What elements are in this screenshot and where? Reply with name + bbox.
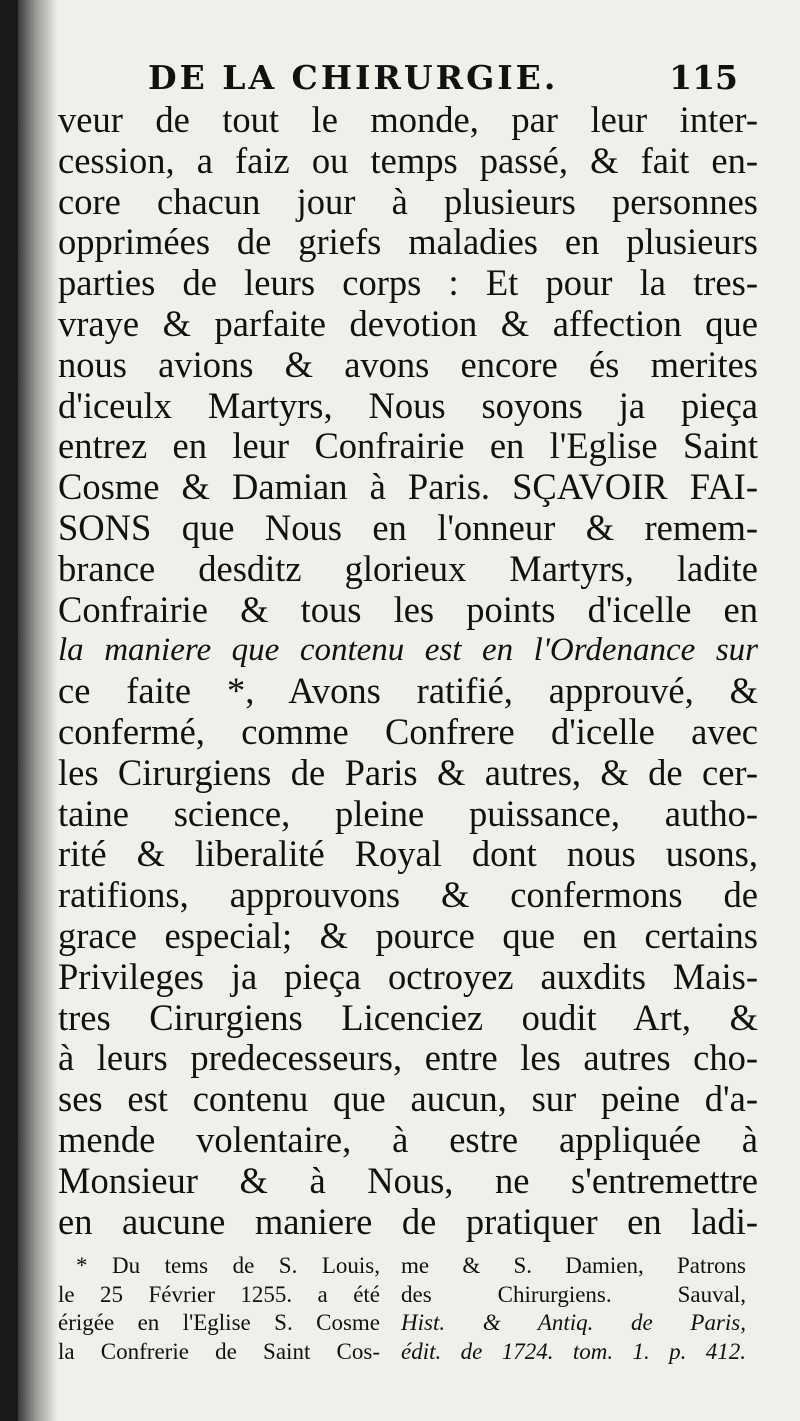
page-gutter-shadow <box>18 0 58 1421</box>
footnote-line: édit. de 1724. tom. 1. p. 412. <box>401 1338 746 1364</box>
text-line: Privileges ja pieça octroyez auxdits Mais- <box>58 955 758 997</box>
text-line: cession, a faiz ou temps passé, & fait en- <box>58 139 758 181</box>
body-text <box>58 100 758 1242</box>
footnote-line: Hist. & Antiq. de Paris, <box>401 1310 746 1335</box>
text-line: les Cirurgiens de Paris & autres, & de cer- <box>58 751 758 793</box>
text-line: entrez en leur Confrairie en l'Eglise Saint <box>58 425 758 467</box>
text-line: en aucune maniere de pratiquer en ladi- <box>58 1200 758 1242</box>
footnote-line: le 25 Février 1255. a été <box>58 1281 380 1307</box>
footnote-line: érigée en l'Eglise S. Cosme <box>58 1310 380 1335</box>
text-line: veur de tout le monde, par leur inter- <box>58 99 758 140</box>
footnote-line: des Chirurgiens. Sauval, <box>401 1281 746 1307</box>
text-line: nous avions & avons encore és merites <box>58 343 758 385</box>
text-line: mende volentaire, à estre appliquée à <box>58 1118 758 1160</box>
text-line: brance desditz glorieux Martyrs, ladite <box>58 547 758 589</box>
text-line: core chacun jour à plusieurs personnes <box>58 180 758 222</box>
footnote-right-column <box>401 1252 746 1366</box>
text-line: opprimées de griefs maladies en plusieurs <box>58 221 758 263</box>
text-line: parties de leurs corps : Et pour la tres- <box>58 262 758 304</box>
text-line: taine science, pleine puissance, autho- <box>58 792 758 834</box>
text-line: SONS que Nous en l'onneur & remem- <box>58 506 758 548</box>
page-number: 115 <box>669 58 738 97</box>
text-line: grace especial; & pource que en certains <box>58 914 758 956</box>
text-line: rité & liberalité Royal dont nous usons, <box>58 833 758 875</box>
text-line: ratifions, approuvons & confermons de <box>58 874 758 916</box>
text-line: tres Cirurgiens Licenciez oudit Art, & <box>58 996 758 1038</box>
text-line: Confrairie & tous les points d'icelle en <box>58 588 758 630</box>
text-line: ses est contenu que aucun, sur peine d'a- <box>58 1078 758 1120</box>
text-line: d'iceulx Martyrs, Nous soyons ja pieça <box>58 384 758 426</box>
text-line: ce faite *, Avons ratifié, approuvé, & <box>58 670 758 712</box>
text-line-italic: la maniere que contenu est en l'Ordenance sur <box>58 632 758 669</box>
book-page <box>18 0 800 1421</box>
footnote-left-column <box>58 1252 380 1366</box>
text-line: Cosme & Damian à Paris. SÇAVOIR FAI- <box>58 466 758 508</box>
running-title: DE LA CHIRURGIE. <box>148 58 559 97</box>
footnote-line: me & S. Damien, Patrons <box>401 1253 746 1278</box>
footnote-line: * Du tems de S. Louis, <box>76 1253 380 1278</box>
footnote <box>58 1252 748 1382</box>
text-line: vraye & parfaite devotion & affection que <box>58 302 758 344</box>
text-line: à leurs predecesseurs, entre les autres cho- <box>58 1037 758 1079</box>
text-line: confermé, comme Confrere d'icelle avec <box>58 710 758 752</box>
footnote-line: la Confrerie de Saint Cos- <box>58 1338 380 1364</box>
text-line: Monsieur & à Nous, ne s'entremettre <box>58 1159 758 1201</box>
